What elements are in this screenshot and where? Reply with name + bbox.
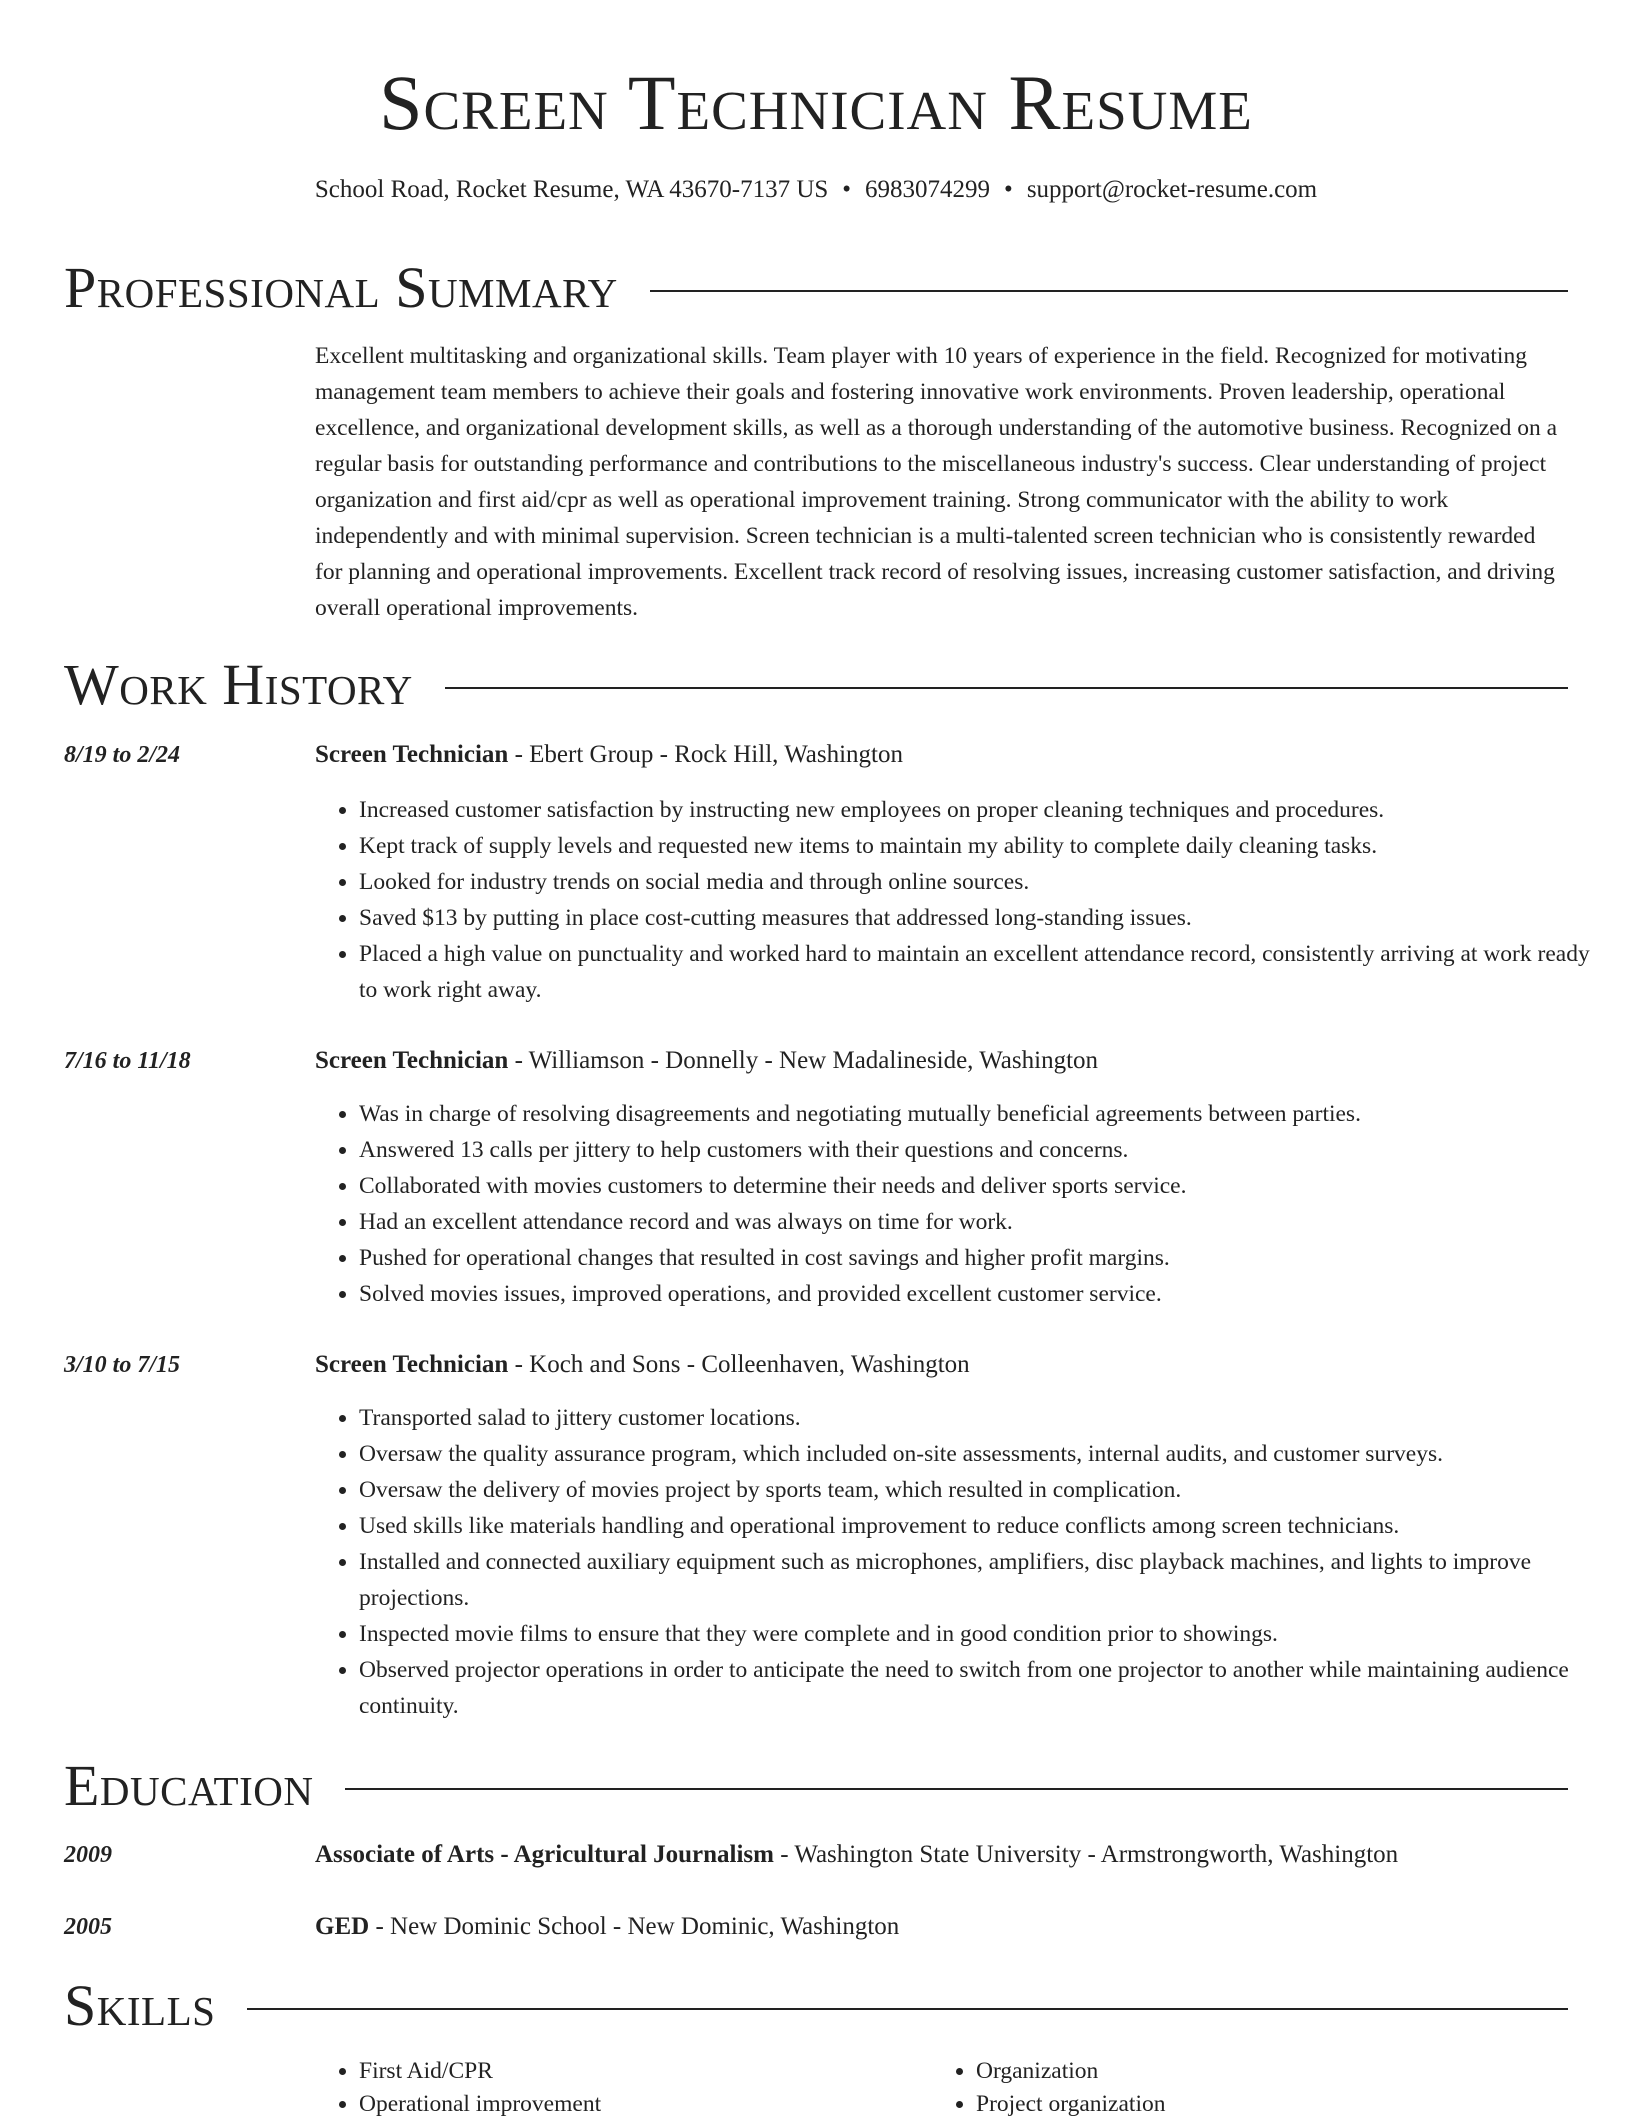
education-entry	[315, 1840, 1575, 1870]
section-divider	[247, 2008, 1568, 2010]
education-degree: Associate of Arts - Agricultural Journalism	[315, 1841, 774, 1868]
job-dates: 3/10 to 7/15	[64, 1352, 181, 1378]
list-item: • Solved movies issues, improved operations, and provided excellent customer service.	[359, 1276, 1609, 1312]
resume-title: Screen Technician Resume	[379, 59, 1253, 146]
list-item: • Pushed for operational changes that resulted in cost savings and higher profit margins.	[359, 1240, 1609, 1276]
skill-item: • Operational improvement	[359, 2088, 919, 2121]
list-item: • Answered 13 calls per jittery to help customers with their questions and concerns.	[359, 1132, 1609, 1168]
education-degree: GED	[315, 1913, 370, 1940]
list-item: • Observed projector operations in order to anticipate the need to switch from one projector to another while maintaining audience continuity.	[359, 1652, 1609, 1724]
list-item: • Oversaw the quality assurance program, which included on-site assessments, internal audits, and customer surveys.	[359, 1436, 1609, 1472]
education-year: 2005	[64, 1914, 112, 1940]
work-section-header	[64, 653, 1568, 717]
summary-section-header	[64, 256, 1568, 320]
job-bullets	[315, 1400, 1609, 1724]
skills-list-left	[315, 2055, 919, 2121]
list-item: • Increased customer satisfaction by instructing new employees on proper cleaning techniques and procedures.	[359, 792, 1609, 828]
education-details: - Washington State University - Armstrongworth, Washington	[773, 1841, 1399, 1868]
list-item: • Saved $13 by putting in place cost-cutting measures that addressed long-standing issues.	[359, 900, 1609, 936]
education-details: - New Dominic School - New Dominic, Washington	[369, 1913, 900, 1940]
separator: •	[842, 176, 852, 203]
job-title: Screen Technician	[315, 741, 509, 768]
list-item: • Oversaw the delivery of movies project by sports team, which resulted in complication.	[359, 1472, 1609, 1508]
education-year: 2009	[64, 1842, 112, 1868]
list-item: • Installed and connected auxiliary equipment such as microphones, amplifiers, disc playback machines, and lights to improve projections.	[359, 1544, 1609, 1616]
job-bullets	[315, 1096, 1609, 1312]
job-heading	[315, 740, 1575, 770]
list-item: • Looked for industry trends on social media and through online sources.	[359, 864, 1609, 900]
email-text: support@rocket-resume.com	[1026, 176, 1318, 203]
skills-section-header	[64, 1974, 1568, 2038]
section-heading: Professional Summary	[64, 255, 618, 320]
list-item: • Inspected movie films to ensure that they were complete and in good condition prior to showings.	[359, 1616, 1609, 1652]
contact-line	[0, 175, 1632, 205]
list-item: • Collaborated with movies customers to determine their needs and deliver sports service.	[359, 1168, 1609, 1204]
job-heading	[315, 1046, 1575, 1076]
section-divider	[445, 687, 1568, 689]
section-heading: Education	[64, 1753, 314, 1818]
education-section-header	[64, 1754, 1568, 1818]
list-item: • Had an excellent attendance record and was always on time for work.	[359, 1204, 1609, 1240]
job-details: - Ebert Group - Rock Hill, Washington	[508, 741, 904, 768]
section-heading: Work History	[64, 652, 413, 717]
phone-text: 6983074299	[865, 176, 991, 203]
section-heading: Skills	[64, 1973, 216, 2038]
separator: •	[1004, 176, 1013, 203]
job-dates: 7/16 to 11/18	[64, 1048, 191, 1074]
job-heading	[315, 1350, 1575, 1380]
summary-paragraph: Excellent multitasking and organizational skills. Team player with 10 years of experience in the field. Recognized for motivating management team members to achieve their goals and fostering innovative work environments. Proven leadership, operational excellence, and organizational development skills, as well as a thorough understanding of the automotive business. Recognized on a regular basis for outstanding performance and contributions to the miscellaneous industry's success. Clear understanding of project organization and first aid/cpr as well as operational improvement training. Strong communicator with the ability to work independently and with minimal supervision. Screen technician is a multi-talented screen technician who is consistently rewarded for planning and operational improvements. Excellent track record of resolving issues, increasing customer satisfaction, and driving overall operational improvements.	[315, 343, 1558, 621]
list-item: • Used skills like materials handling and operational improvement to reduce conflicts among screen technicians.	[359, 1508, 1609, 1544]
skill-item: • Project organization	[976, 2088, 1536, 2121]
section-divider	[345, 1788, 1568, 1790]
job-details: - Williamson - Donnelly - New Madalineside, Washington	[508, 1047, 1099, 1074]
list-item: • Was in charge of resolving disagreements and negotiating mutually beneficial agreements between parties.	[359, 1096, 1609, 1132]
list-item: • Kept track of supply levels and requested new items to maintain my ability to complete daily cleaning tasks.	[359, 828, 1609, 864]
skill-item: • First Aid/CPR	[359, 2055, 919, 2088]
job-title: Screen Technician	[315, 1047, 509, 1074]
skills-list-right	[932, 2055, 1536, 2121]
skill-item: • Organization	[976, 2055, 1536, 2088]
job-dates: 8/19 to 2/24	[64, 742, 181, 768]
list-item: • Placed a high value on punctuality and worked hard to maintain an excellent attendance record, consistently arriving at work ready to work right away.	[359, 936, 1609, 1008]
list-item: • Transported salad to jittery customer locations.	[359, 1400, 1609, 1436]
job-details: - Koch and Sons - Colleenhaven, Washington	[508, 1351, 970, 1378]
section-divider	[650, 290, 1568, 292]
job-title: Screen Technician	[315, 1351, 509, 1378]
education-entry	[315, 1912, 1575, 1942]
address-text: School Road, Rocket Resume, WA 43670-7137 US	[314, 176, 829, 203]
job-bullets	[315, 792, 1609, 1008]
